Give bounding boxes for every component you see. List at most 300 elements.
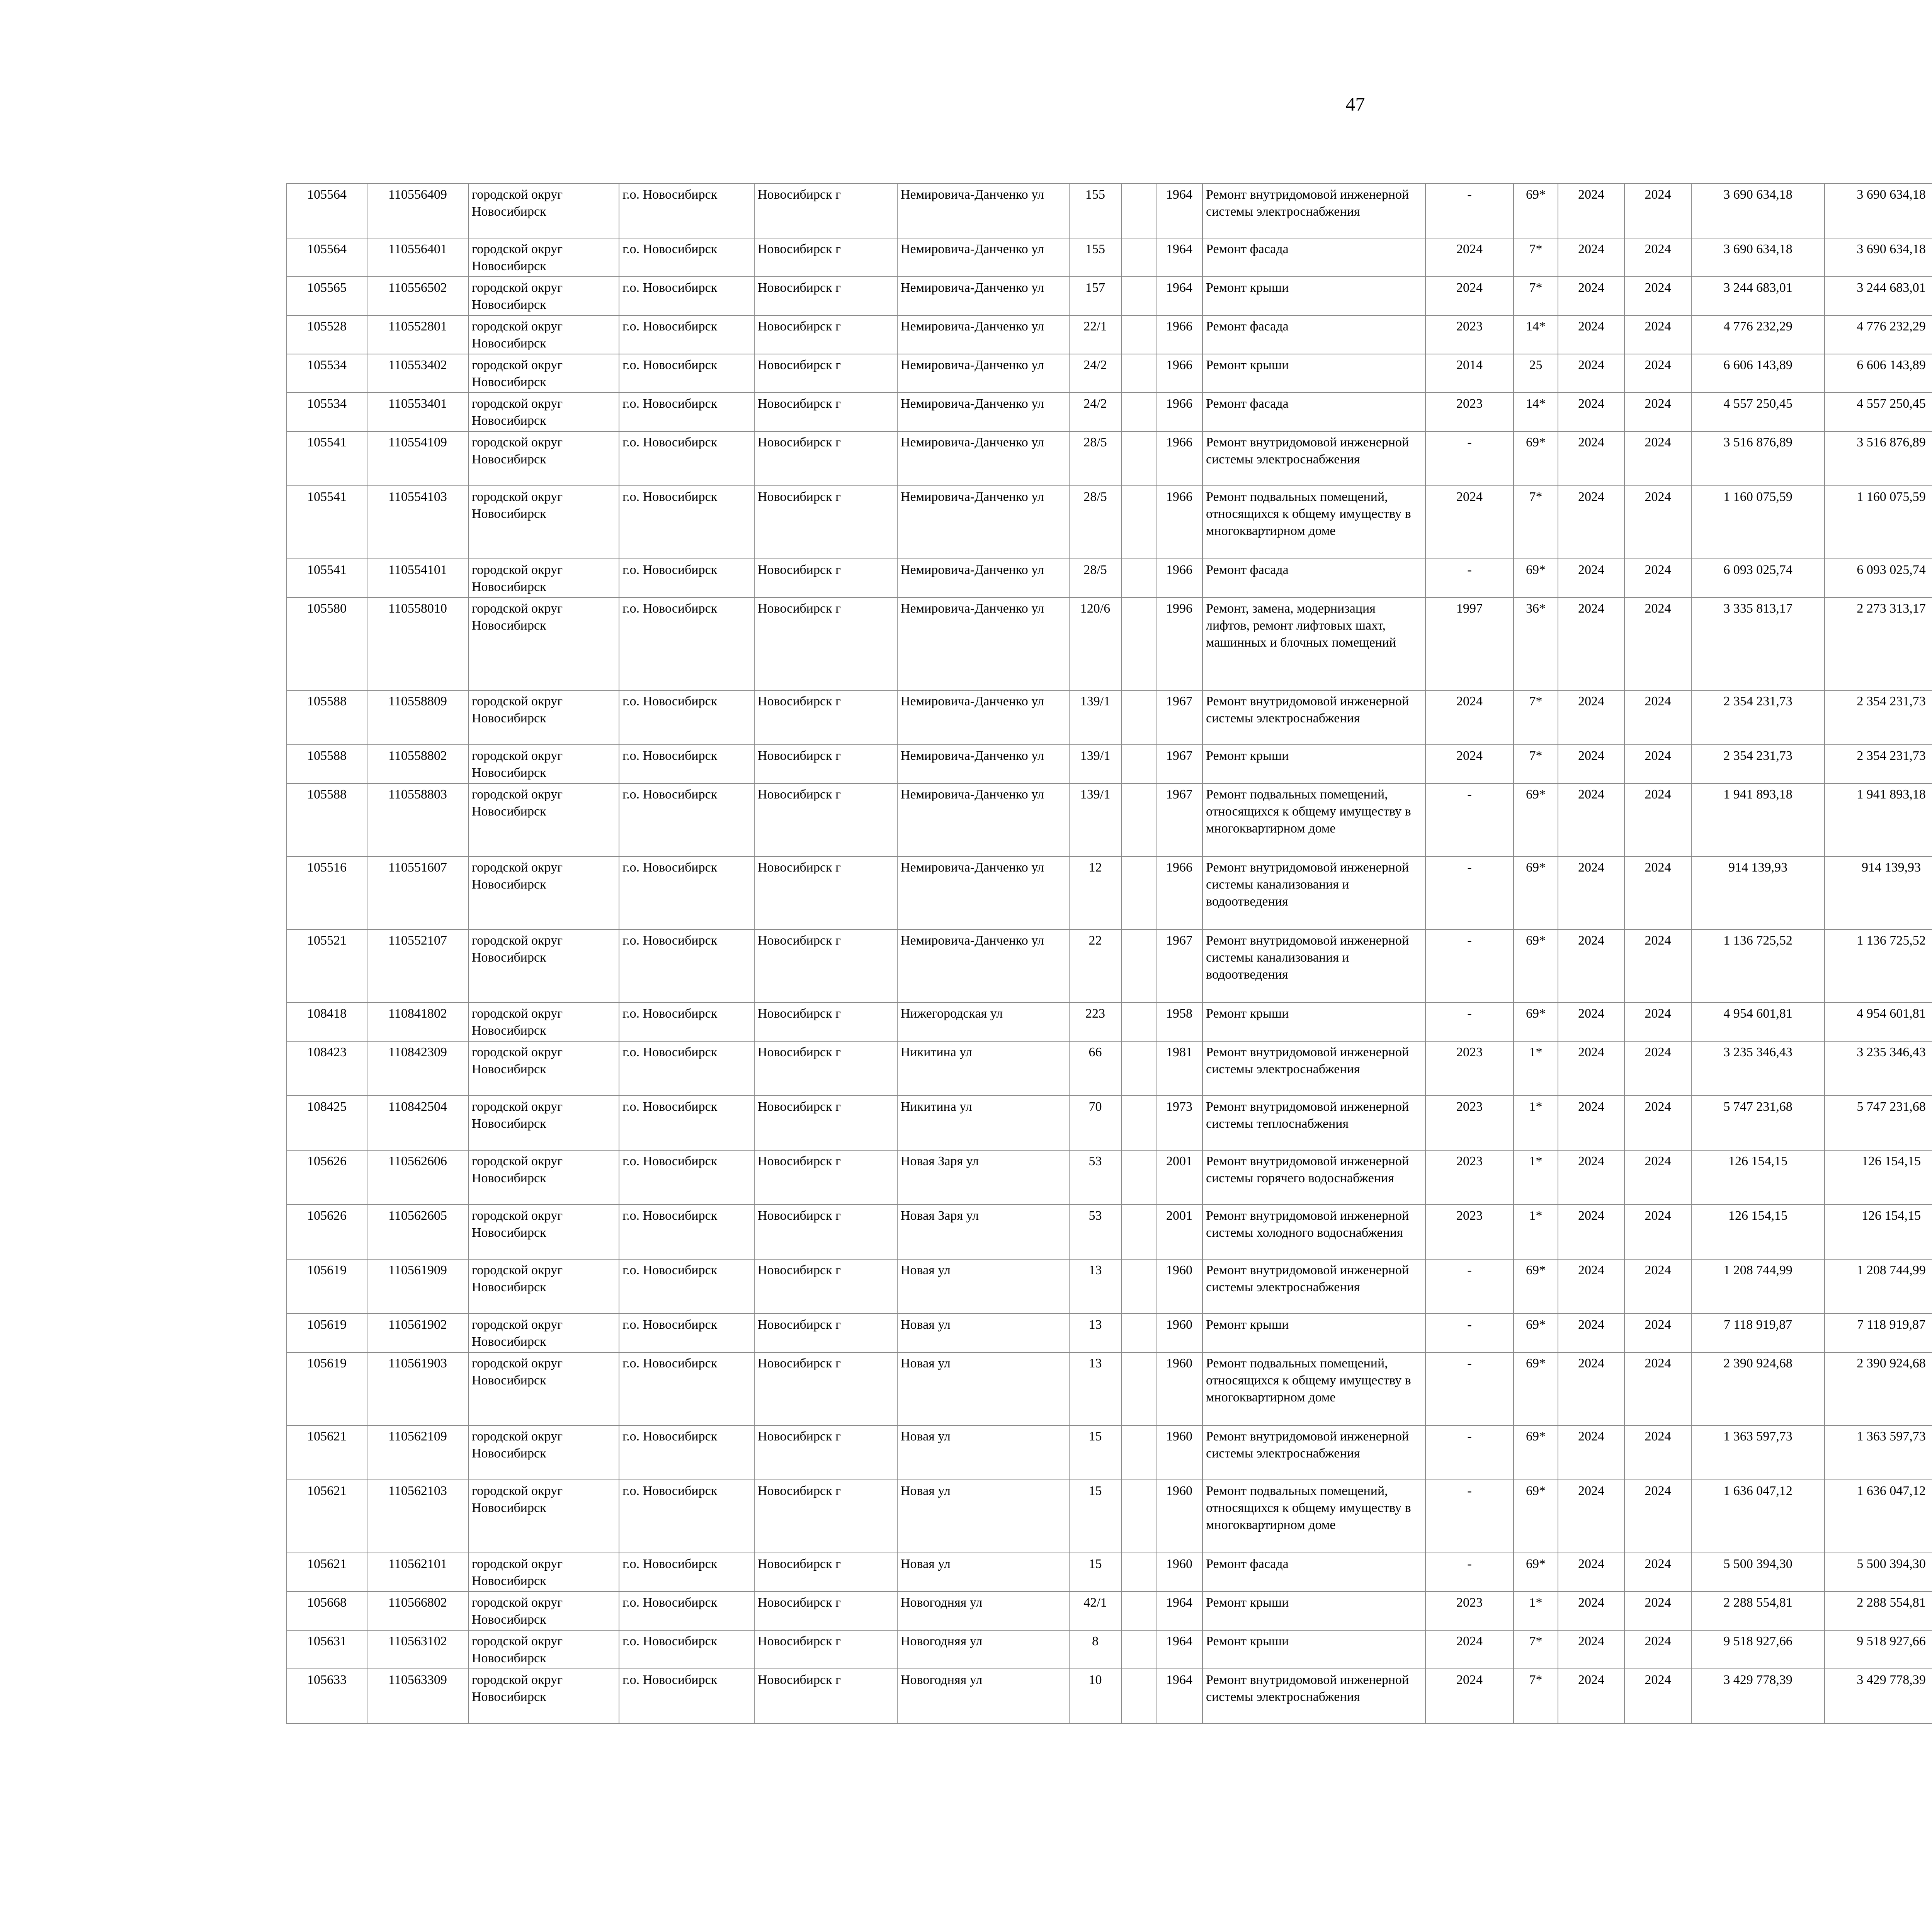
cell-building-letter [1121, 1669, 1156, 1723]
cell-locality: Новосибирск г [754, 431, 897, 486]
cell-work-id: 110842504 [367, 1096, 468, 1150]
cell-street: Новая ул [897, 1480, 1069, 1553]
table-row [287, 1630, 1932, 1669]
cell-house-number: 15 [1069, 1425, 1121, 1480]
cell-fund-cost: 1 208 744,99 [1825, 1259, 1932, 1314]
cell-build-year: 1966 [1156, 486, 1202, 559]
cell-norm-period: 69* [1514, 1352, 1558, 1425]
cell-fund-cost: 3 690 634,18 [1825, 184, 1932, 238]
cell-locality: Новосибирск г [754, 1003, 897, 1041]
cell-building-letter [1121, 1592, 1156, 1630]
cell-street: Новая ул [897, 1259, 1069, 1314]
cell-locality: Новосибирск г [754, 1425, 897, 1480]
cell-building-letter [1121, 1041, 1156, 1096]
cell-work-type: Ремонт внутридомовой инженерной системы электроснабжения [1202, 184, 1425, 238]
cell-object-id: 105564 [287, 238, 367, 277]
cell-plan-end-year: 2024 [1624, 1003, 1691, 1041]
cell-plan-start-year: 2024 [1558, 1480, 1624, 1553]
cell-work-type: Ремонт крыши [1202, 1314, 1425, 1352]
cell-last-repair-year: 2023 [1425, 1592, 1514, 1630]
cell-municipal-district: городской округ Новосибирск [468, 1096, 619, 1150]
cell-building-letter [1121, 1630, 1156, 1669]
cell-locality: Новосибирск г [754, 315, 897, 354]
table-row [287, 1150, 1932, 1205]
cell-work-id: 110562606 [367, 1150, 468, 1205]
cell-last-repair-year: - [1425, 1553, 1514, 1592]
cell-plan-start-year: 2024 [1558, 1669, 1624, 1723]
cell-object-id: 105633 [287, 1669, 367, 1723]
table-row [287, 856, 1932, 930]
cell-work-type: Ремонт внутридомовой инженерной системы электроснабжения [1202, 1041, 1425, 1096]
cell-municipal-district: городской округ Новосибирск [468, 1314, 619, 1352]
cell-work-id: 110558803 [367, 783, 468, 856]
cell-street: Немировича-Данченко ул [897, 238, 1069, 277]
cell-work-type: Ремонт, замена, модернизация лифтов, ремонт лифтовых шахт, машинных и блочных помещений [1202, 598, 1425, 690]
cell-total-cost: 6 093 025,74 [1691, 559, 1825, 598]
cell-last-repair-year: - [1425, 1352, 1514, 1425]
cell-building-letter [1121, 486, 1156, 559]
cell-plan-end-year: 2024 [1624, 1205, 1691, 1259]
cell-plan-start-year: 2024 [1558, 486, 1624, 559]
table-row [287, 315, 1932, 354]
cell-total-cost: 1 363 597,73 [1691, 1425, 1825, 1480]
cell-house-number: 155 [1069, 238, 1121, 277]
cell-norm-period: 1* [1514, 1096, 1558, 1150]
cell-fund-cost: 1 941 893,18 [1825, 783, 1932, 856]
cell-object-id: 105621 [287, 1480, 367, 1553]
table-row [287, 1669, 1932, 1723]
cell-plan-end-year: 2024 [1624, 184, 1691, 238]
cell-work-type: Ремонт подвальных помещений, относящихся к общему имуществу в многоквартирном доме [1202, 783, 1425, 856]
cell-total-cost: 3 690 634,18 [1691, 238, 1825, 277]
page-number: 47 [1345, 93, 1365, 115]
cell-municipal-district: городской округ Новосибирск [468, 1630, 619, 1669]
cell-object-id: 105565 [287, 277, 367, 315]
cell-object-id: 105564 [287, 184, 367, 238]
cell-work-id: 110558802 [367, 745, 468, 783]
cell-work-id: 110562605 [367, 1205, 468, 1259]
cell-street: Немировича-Данченко ул [897, 431, 1069, 486]
cell-municipal-district: городской округ Новосибирск [468, 1259, 619, 1314]
cell-settlement: г.о. Новосибирск [619, 1041, 754, 1096]
cell-municipal-district: городской округ Новосибирск [468, 745, 619, 783]
cell-work-id: 110553402 [367, 354, 468, 393]
cell-build-year: 1960 [1156, 1352, 1202, 1425]
cell-locality: Новосибирск г [754, 1096, 897, 1150]
cell-settlement: г.о. Новосибирск [619, 1480, 754, 1553]
cell-plan-end-year: 2024 [1624, 1096, 1691, 1150]
cell-building-letter [1121, 238, 1156, 277]
cell-plan-end-year: 2024 [1624, 1480, 1691, 1553]
cell-object-id: 105541 [287, 559, 367, 598]
table-row [287, 1592, 1932, 1630]
cell-house-number: 8 [1069, 1630, 1121, 1669]
cell-fund-cost: 1 136 725,52 [1825, 930, 1932, 1003]
cell-plan-end-year: 2024 [1624, 1553, 1691, 1592]
cell-house-number: 70 [1069, 1096, 1121, 1150]
cell-total-cost: 5 747 231,68 [1691, 1096, 1825, 1150]
cell-work-type: Ремонт крыши [1202, 745, 1425, 783]
cell-house-number: 10 [1069, 1669, 1121, 1723]
cell-total-cost: 4 954 601,81 [1691, 1003, 1825, 1041]
cell-municipal-district: городской округ Новосибирск [468, 1669, 619, 1723]
cell-object-id: 105580 [287, 598, 367, 690]
cell-plan-end-year: 2024 [1624, 1314, 1691, 1352]
cell-total-cost: 4 776 232,29 [1691, 315, 1825, 354]
cell-build-year: 1960 [1156, 1425, 1202, 1480]
cell-building-letter [1121, 598, 1156, 690]
table-row [287, 1259, 1932, 1314]
cell-plan-end-year: 2024 [1624, 1425, 1691, 1480]
cell-street: Немировича-Данченко ул [897, 486, 1069, 559]
cell-norm-period: 14* [1514, 393, 1558, 431]
cell-street: Немировича-Данченко ул [897, 856, 1069, 930]
cell-work-id: 110561909 [367, 1259, 468, 1314]
cell-build-year: 2001 [1156, 1150, 1202, 1205]
cell-build-year: 1966 [1156, 393, 1202, 431]
cell-plan-start-year: 2024 [1558, 598, 1624, 690]
cell-building-letter [1121, 354, 1156, 393]
cell-work-id: 110552107 [367, 930, 468, 1003]
cell-norm-period: 1* [1514, 1592, 1558, 1630]
cell-total-cost: 9 518 927,66 [1691, 1630, 1825, 1669]
cell-work-id: 110551607 [367, 856, 468, 930]
cell-norm-period: 7* [1514, 745, 1558, 783]
table-row [287, 1096, 1932, 1150]
cell-last-repair-year: - [1425, 856, 1514, 930]
cell-plan-end-year: 2024 [1624, 598, 1691, 690]
cell-norm-period: 36* [1514, 598, 1558, 690]
cell-build-year: 1966 [1156, 354, 1202, 393]
cell-object-id: 105534 [287, 354, 367, 393]
cell-total-cost: 1 941 893,18 [1691, 783, 1825, 856]
cell-work-id: 110554101 [367, 559, 468, 598]
table-row [287, 1003, 1932, 1041]
cell-settlement: г.о. Новосибирск [619, 1314, 754, 1352]
cell-municipal-district: городской округ Новосибирск [468, 1003, 619, 1041]
cell-plan-start-year: 2024 [1558, 277, 1624, 315]
cell-work-type: Ремонт подвальных помещений, относящихся к общему имуществу в многоквартирном доме [1202, 1352, 1425, 1425]
cell-house-number: 22/1 [1069, 315, 1121, 354]
cell-locality: Новосибирск г [754, 745, 897, 783]
cell-plan-start-year: 2024 [1558, 1003, 1624, 1041]
cell-building-letter [1121, 1003, 1156, 1041]
cell-building-letter [1121, 1553, 1156, 1592]
cell-build-year: 2001 [1156, 1205, 1202, 1259]
cell-municipal-district: городской округ Новосибирск [468, 783, 619, 856]
cell-norm-period: 14* [1514, 315, 1558, 354]
cell-municipal-district: городской округ Новосибирск [468, 1425, 619, 1480]
cell-object-id: 105534 [287, 393, 367, 431]
cell-build-year: 1964 [1156, 1592, 1202, 1630]
cell-street: Немировича-Данченко ул [897, 559, 1069, 598]
cell-plan-start-year: 2024 [1558, 1630, 1624, 1669]
cell-house-number: 22 [1069, 930, 1121, 1003]
cell-house-number: 53 [1069, 1205, 1121, 1259]
cell-fund-cost: 5 747 231,68 [1825, 1096, 1932, 1150]
cell-fund-cost: 9 518 927,66 [1825, 1630, 1932, 1669]
table-row [287, 1314, 1932, 1352]
table-row [287, 184, 1932, 238]
cell-work-id: 110552801 [367, 315, 468, 354]
cell-object-id: 105541 [287, 486, 367, 559]
cell-street: Новая ул [897, 1314, 1069, 1352]
cell-municipal-district: городской округ Новосибирск [468, 354, 619, 393]
cell-last-repair-year: 2024 [1425, 690, 1514, 745]
cell-last-repair-year: 2023 [1425, 393, 1514, 431]
cell-total-cost: 4 557 250,45 [1691, 393, 1825, 431]
cell-last-repair-year: - [1425, 559, 1514, 598]
table-row [287, 930, 1932, 1003]
cell-municipal-district: городской округ Новосибирск [468, 1150, 619, 1205]
cell-settlement: г.о. Новосибирск [619, 930, 754, 1003]
cell-settlement: г.о. Новосибирск [619, 1425, 754, 1480]
cell-municipal-district: городской округ Новосибирск [468, 559, 619, 598]
cell-plan-start-year: 2024 [1558, 783, 1624, 856]
cell-building-letter [1121, 184, 1156, 238]
cell-last-repair-year: - [1425, 431, 1514, 486]
cell-norm-period: 69* [1514, 1003, 1558, 1041]
cell-locality: Новосибирск г [754, 393, 897, 431]
cell-work-type: Ремонт крыши [1202, 1630, 1425, 1669]
cell-building-letter [1121, 690, 1156, 745]
cell-house-number: 66 [1069, 1041, 1121, 1096]
cell-municipal-district: городской округ Новосибирск [468, 598, 619, 690]
cell-plan-start-year: 2024 [1558, 1553, 1624, 1592]
cell-work-id: 110553401 [367, 393, 468, 431]
cell-building-letter [1121, 559, 1156, 598]
cell-house-number: 15 [1069, 1553, 1121, 1592]
cell-municipal-district: городской округ Новосибирск [468, 1553, 619, 1592]
cell-settlement: г.о. Новосибирск [619, 856, 754, 930]
cell-build-year: 1960 [1156, 1314, 1202, 1352]
cell-building-letter [1121, 1352, 1156, 1425]
table-row [287, 1352, 1932, 1425]
cell-fund-cost: 6 093 025,74 [1825, 559, 1932, 598]
cell-house-number: 139/1 [1069, 745, 1121, 783]
cell-norm-period: 69* [1514, 1425, 1558, 1480]
cell-work-type: Ремонт фасада [1202, 315, 1425, 354]
cell-build-year: 1966 [1156, 431, 1202, 486]
cell-plan-start-year: 2024 [1558, 1314, 1624, 1352]
cell-fund-cost: 2 273 313,17 [1825, 598, 1932, 690]
cell-norm-period: 69* [1514, 184, 1558, 238]
cell-work-type: Ремонт фасада [1202, 559, 1425, 598]
cell-plan-end-year: 2024 [1624, 315, 1691, 354]
table-row [287, 354, 1932, 393]
cell-settlement: г.о. Новосибирск [619, 1205, 754, 1259]
cell-object-id: 105619 [287, 1314, 367, 1352]
cell-total-cost: 3 244 683,01 [1691, 277, 1825, 315]
cell-locality: Новосибирск г [754, 1352, 897, 1425]
cell-fund-cost: 5 500 394,30 [1825, 1553, 1932, 1592]
cell-norm-period: 7* [1514, 238, 1558, 277]
cell-building-letter [1121, 930, 1156, 1003]
cell-norm-period: 69* [1514, 856, 1558, 930]
cell-work-type: Ремонт внутридомовой инженерной системы электроснабжения [1202, 431, 1425, 486]
table-row [287, 559, 1932, 598]
cell-building-letter [1121, 1259, 1156, 1314]
cell-object-id: 105621 [287, 1425, 367, 1480]
cell-last-repair-year: - [1425, 184, 1514, 238]
cell-fund-cost: 4 954 601,81 [1825, 1003, 1932, 1041]
cell-plan-end-year: 2024 [1624, 1669, 1691, 1723]
cell-work-type: Ремонт внутридомовой инженерной системы канализования и водоотведения [1202, 930, 1425, 1003]
cell-build-year: 1960 [1156, 1553, 1202, 1592]
cell-work-id: 110556502 [367, 277, 468, 315]
cell-work-id: 110842309 [367, 1041, 468, 1096]
cell-norm-period: 69* [1514, 783, 1558, 856]
cell-street: Нижегородская ул [897, 1003, 1069, 1041]
cell-norm-period: 69* [1514, 431, 1558, 486]
cell-house-number: 28/5 [1069, 559, 1121, 598]
cell-build-year: 1958 [1156, 1003, 1202, 1041]
cell-norm-period: 7* [1514, 486, 1558, 559]
cell-work-type: Ремонт внутридомовой инженерной системы электроснабжения [1202, 1669, 1425, 1723]
cell-work-type: Ремонт внутридомовой инженерной системы горячего водоснабжения [1202, 1150, 1425, 1205]
cell-last-repair-year: 2024 [1425, 1630, 1514, 1669]
cell-municipal-district: городской округ Новосибирск [468, 184, 619, 238]
cell-municipal-district: городской округ Новосибирск [468, 930, 619, 1003]
cell-plan-end-year: 2024 [1624, 559, 1691, 598]
cell-work-id: 110556401 [367, 238, 468, 277]
cell-norm-period: 7* [1514, 690, 1558, 745]
cell-house-number: 15 [1069, 1480, 1121, 1553]
cell-build-year: 1964 [1156, 1669, 1202, 1723]
cell-building-letter [1121, 1150, 1156, 1205]
cell-house-number: 223 [1069, 1003, 1121, 1041]
cell-work-id: 110562109 [367, 1425, 468, 1480]
cell-plan-end-year: 2024 [1624, 238, 1691, 277]
cell-locality: Новосибирск г [754, 598, 897, 690]
cell-work-id: 110563102 [367, 1630, 468, 1669]
cell-plan-end-year: 2024 [1624, 745, 1691, 783]
cell-locality: Новосибирск г [754, 1314, 897, 1352]
cell-object-id: 105626 [287, 1205, 367, 1259]
cell-work-type: Ремонт крыши [1202, 1003, 1425, 1041]
cell-plan-end-year: 2024 [1624, 1041, 1691, 1096]
cell-plan-start-year: 2024 [1558, 559, 1624, 598]
cell-locality: Новосибирск г [754, 277, 897, 315]
cell-settlement: г.о. Новосибирск [619, 431, 754, 486]
table-row [287, 238, 1932, 277]
cell-build-year: 1973 [1156, 1096, 1202, 1150]
cell-work-id: 110554109 [367, 431, 468, 486]
cell-locality: Новосибирск г [754, 856, 897, 930]
cell-building-letter [1121, 1096, 1156, 1150]
cell-house-number: 24/2 [1069, 393, 1121, 431]
cell-work-type: Ремонт внутридомовой инженерной системы электроснабжения [1202, 1425, 1425, 1480]
cell-settlement: г.о. Новосибирск [619, 238, 754, 277]
cell-settlement: г.о. Новосибирск [619, 1096, 754, 1150]
cell-settlement: г.о. Новосибирск [619, 783, 754, 856]
cell-work-type: Ремонт фасада [1202, 393, 1425, 431]
cell-municipal-district: городской округ Новосибирск [468, 856, 619, 930]
cell-fund-cost: 914 139,93 [1825, 856, 1932, 930]
cell-settlement: г.о. Новосибирск [619, 354, 754, 393]
cell-house-number: 24/2 [1069, 354, 1121, 393]
table-row [287, 1205, 1932, 1259]
cell-norm-period: 69* [1514, 1480, 1558, 1553]
cell-total-cost: 126 154,15 [1691, 1150, 1825, 1205]
cell-locality: Новосибирск г [754, 1630, 897, 1669]
cell-build-year: 1964 [1156, 277, 1202, 315]
cell-plan-start-year: 2024 [1558, 1352, 1624, 1425]
cell-work-id: 110556409 [367, 184, 468, 238]
cell-building-letter [1121, 431, 1156, 486]
cell-last-repair-year: - [1425, 930, 1514, 1003]
cell-last-repair-year: - [1425, 1259, 1514, 1314]
cell-plan-start-year: 2024 [1558, 1205, 1624, 1259]
cell-municipal-district: городской округ Новосибирск [468, 486, 619, 559]
table-row [287, 1480, 1932, 1553]
cell-plan-start-year: 2024 [1558, 690, 1624, 745]
cell-locality: Новосибирск г [754, 783, 897, 856]
table-row [287, 745, 1932, 783]
cell-total-cost: 1 160 075,59 [1691, 486, 1825, 559]
cell-street: Немировича-Данченко ул [897, 930, 1069, 1003]
cell-plan-end-year: 2024 [1624, 856, 1691, 930]
cell-fund-cost: 6 606 143,89 [1825, 354, 1932, 393]
table-row [287, 1553, 1932, 1592]
cell-street: Новая ул [897, 1352, 1069, 1425]
cell-settlement: г.о. Новосибирск [619, 277, 754, 315]
cell-settlement: г.о. Новосибирск [619, 1630, 754, 1669]
cell-work-id: 110562101 [367, 1553, 468, 1592]
cell-work-type: Ремонт подвальных помещений, относящихся к общему имуществу в многоквартирном доме [1202, 486, 1425, 559]
cell-settlement: г.о. Новосибирск [619, 1150, 754, 1205]
cell-building-letter [1121, 1314, 1156, 1352]
table-row [287, 486, 1932, 559]
cell-plan-start-year: 2024 [1558, 856, 1624, 930]
cell-house-number: 157 [1069, 277, 1121, 315]
cell-fund-cost: 126 154,15 [1825, 1205, 1932, 1259]
cell-norm-period: 69* [1514, 930, 1558, 1003]
cell-plan-start-year: 2024 [1558, 1425, 1624, 1480]
cell-house-number: 155 [1069, 184, 1121, 238]
cell-municipal-district: городской округ Новосибирск [468, 1041, 619, 1096]
cell-build-year: 1966 [1156, 856, 1202, 930]
table-row [287, 598, 1932, 690]
cell-plan-end-year: 2024 [1624, 393, 1691, 431]
cell-fund-cost: 3 429 778,39 [1825, 1669, 1932, 1723]
cell-locality: Новосибирск г [754, 1041, 897, 1096]
cell-fund-cost: 2 354 231,73 [1825, 690, 1932, 745]
cell-settlement: г.о. Новосибирск [619, 1259, 754, 1314]
cell-total-cost: 3 429 778,39 [1691, 1669, 1825, 1723]
cell-last-repair-year: 2024 [1425, 745, 1514, 783]
cell-municipal-district: городской округ Новосибирск [468, 1205, 619, 1259]
cell-building-letter [1121, 856, 1156, 930]
cell-work-id: 110563309 [367, 1669, 468, 1723]
cell-fund-cost: 3 235 346,43 [1825, 1041, 1932, 1096]
cell-plan-end-year: 2024 [1624, 486, 1691, 559]
cell-street: Немировича-Данченко ул [897, 184, 1069, 238]
cell-building-letter [1121, 783, 1156, 856]
cell-settlement: г.о. Новосибирск [619, 690, 754, 745]
cell-fund-cost: 1 160 075,59 [1825, 486, 1932, 559]
cell-object-id: 105619 [287, 1352, 367, 1425]
cell-municipal-district: городской округ Новосибирск [468, 431, 619, 486]
cell-plan-start-year: 2024 [1558, 184, 1624, 238]
cell-object-id: 105521 [287, 930, 367, 1003]
cell-work-id: 110562103 [367, 1480, 468, 1553]
cell-fund-cost: 7 118 919,87 [1825, 1314, 1932, 1352]
cell-plan-start-year: 2024 [1558, 1041, 1624, 1096]
cell-building-letter [1121, 1205, 1156, 1259]
cell-settlement: г.о. Новосибирск [619, 486, 754, 559]
cell-norm-period: 69* [1514, 559, 1558, 598]
